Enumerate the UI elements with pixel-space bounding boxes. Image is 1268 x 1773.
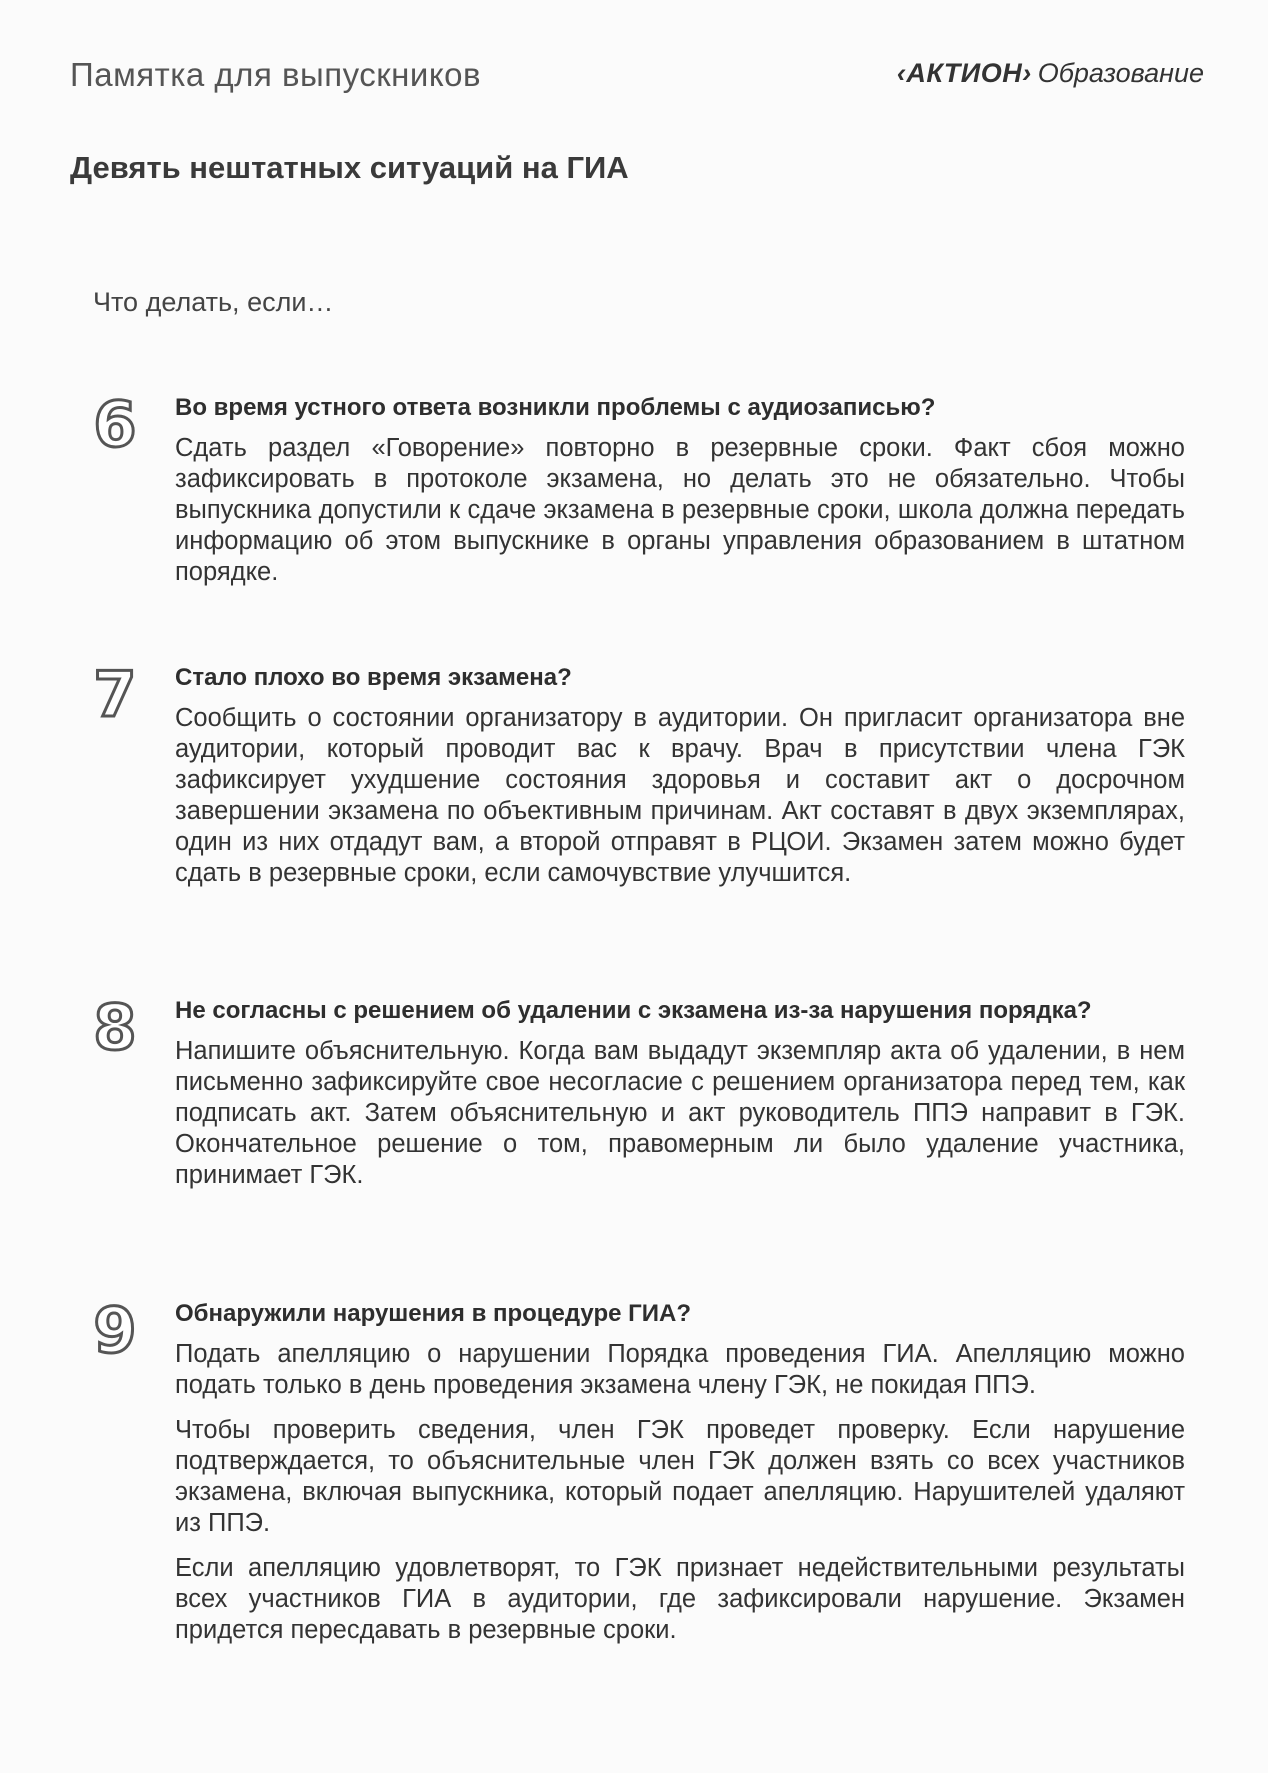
- situation-item-8: [93, 991, 1185, 1205]
- item-number: 8: [93, 991, 137, 1064]
- item-paragraph: Чтобы проверить сведения, член ГЭК проведет проверку. Если нарушение подтверждается, то объяснительные член ГЭК должен взять со всех участников экзамена, включая выпускника, который подает апелляцию. Нарушителей удаляют из ППЭ.: [175, 1416, 1185, 1537]
- brand-logo: [897, 58, 1204, 89]
- situation-item-9: [93, 1294, 1185, 1660]
- item-paragraph: Сдать раздел «Говорение» повторно в резервные сроки. Факт сбоя можно зафиксировать в протоколе экзамена, но делать это не обязательно. Чтобы выпускника допустили к сдаче экзамена в резервные сроки, школа должна передать информацию об этом выпускнике в органы управления образованием в штатном порядке.: [175, 434, 1185, 586]
- item-question: Обнаружили нарушения в процедуре ГИА?: [175, 1300, 691, 1327]
- item-question: Стало плохо во время экзамена?: [175, 664, 572, 691]
- item-number: 6: [93, 388, 137, 461]
- header-title: Памятка для выпускников: [70, 56, 482, 93]
- item-question: Не согласны с решением об удалении с экзамена из-за нарушения порядка?: [175, 997, 1092, 1024]
- brand-name: ‹АКТИОН›: [896, 58, 1032, 88]
- item-number: 9: [93, 1294, 137, 1367]
- brand-sub: Образование: [1037, 58, 1204, 88]
- situation-item-6: [93, 388, 1185, 602]
- item-paragraph: Если апелляцию удовлетворят, то ГЭК признает недействительными результаты всех участников ГИА в аудитории, где зафиксировали нарушение. Экзамен придется пересдавать в резервные сроки.: [175, 1554, 1185, 1644]
- page-title: Девять нештатных ситуаций на ГИА: [70, 150, 629, 185]
- item-paragraph: Подать апелляцию о нарушении Порядка проведения ГИА. Апелляцию можно подать только в день проведения экзамена члену ГЭК, не покидая ППЭ.: [175, 1340, 1185, 1399]
- item-paragraph: Сообщить о состоянии организатору в аудитории. Он пригласит организатора вне аудитории, который проводит вас к врачу. Врач в присутствии члена ГЭК зафиксирует ухудшение состояния здоровья и составит акт о досрочном завершении экзамена по объективным причинам. Акт составят в двух экземплярах, один из них отдадут вам, а второй отправят в РЦОИ. Экзамен затем можно будет сдать в резервные сроки, если самочувствие улучшится.: [175, 704, 1185, 887]
- situation-item-7: [93, 658, 1185, 903]
- item-question: Во время устного ответа возникли проблемы с аудиозаписью?: [175, 394, 936, 421]
- item-paragraph: Напишите объяснительную. Когда вам выдадут экземпляр акта об удалении, в нем письменно зафиксируйте свое несогласие с решением организатора перед тем, как подписать акт. Затем объяснительную и акт руководитель ППЭ направит в ГЭК. Окончательное решение о том, правомерным ли было удаление участника, принимает ГЭК.: [175, 1037, 1185, 1189]
- item-number: 7: [93, 658, 137, 731]
- intro-text: Что делать, если…: [93, 287, 334, 317]
